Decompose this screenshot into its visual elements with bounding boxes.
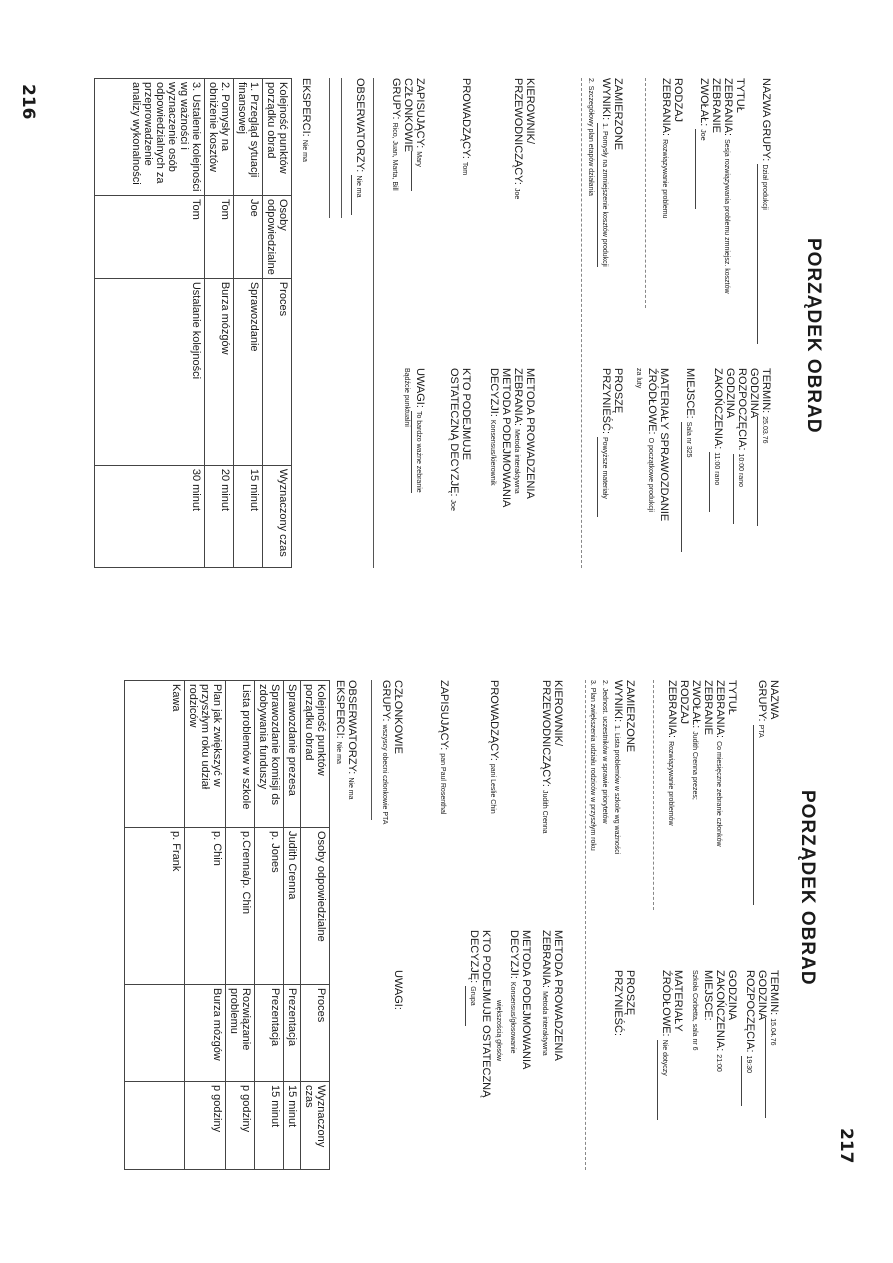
leader-label: KIEROWNIK/ — [524, 78, 536, 145]
facilitator-value: pani Leslie Chin — [489, 763, 496, 814]
table-cell: Kawa — [125, 681, 185, 828]
method-row — [510, 368, 524, 494]
title-label: TYTUŁ — [726, 680, 738, 715]
table-cell: Plan jak zwiększyć w przyszłym roku udział rodziców — [185, 681, 226, 828]
notes-value-2: Bądźcie punktualni — [403, 368, 410, 427]
label: ZWOŁAŁ: — [698, 78, 710, 127]
members-label: CZŁONKOWIE — [392, 680, 404, 754]
label: EKSPERCI: — [334, 680, 346, 739]
purpose-label: ZAMIERZONE — [624, 680, 636, 753]
label: ZEBRANIA: — [666, 680, 678, 739]
label: DECYZJĘ: — [468, 930, 480, 984]
table-row — [125, 681, 185, 1170]
who-decides-row — [446, 368, 460, 511]
type-label: RODZAJ — [672, 78, 684, 122]
table-row — [284, 681, 301, 1170]
time-end-row — [709, 368, 724, 512]
meeting-value: Sesja rozwiązywania problemu zmniejsz. kosztów — [723, 139, 730, 294]
page-title: PORZĄDEK OBRAD — [797, 790, 818, 986]
results-row — [597, 78, 612, 267]
table-cell: 3. Ustalenie kolejności wg ważności i wyznaczenie osób odpowiedzialnych za przeprowadzenie analizy wykonalności — [95, 79, 205, 196]
label: NAZWA GRUPY: — [760, 78, 772, 162]
table-cell: Tom — [95, 196, 205, 279]
group-name-value: PTA — [753, 725, 766, 905]
table-row — [95, 79, 205, 568]
table-header-row — [301, 681, 330, 1170]
label: ZWOŁAŁ: — [690, 680, 702, 729]
table-row — [234, 79, 263, 568]
recorder-row — [436, 680, 450, 814]
table-cell: 15 minut — [255, 1082, 284, 1170]
label: UWAGI: — [414, 368, 426, 408]
table-cell — [125, 985, 185, 1082]
agenda-form-left — [80, 78, 832, 568]
label: PROWADZĄCY: — [460, 78, 472, 159]
decision-value: Konsensus/głosowanie — [509, 981, 516, 1054]
label: ZAKOŃCZENIA: — [714, 970, 726, 1052]
bring-label: PROSZĘ — [624, 970, 636, 1016]
facilitator-row — [486, 680, 500, 814]
who-decides-row — [465, 930, 480, 1026]
agenda-form-right — [60, 680, 822, 1170]
table-header: Osoby odpowiedzialne — [301, 828, 330, 985]
table-cell: 20 minut — [205, 465, 234, 567]
time-start-label: GODZINA — [756, 970, 768, 1021]
label: ZAPISUJĄCY: — [438, 680, 450, 751]
who-decides-label: KTO PODEJMUJE OSTATECZNĄ — [480, 930, 492, 1098]
decision-row — [486, 368, 500, 486]
notes-label: UWAGI: — [392, 970, 404, 1010]
date-value: 25.03.76 — [757, 416, 770, 526]
label: EKSPERCI: — [300, 78, 312, 137]
chairman-value: Joe — [513, 187, 520, 200]
agenda-table — [94, 78, 292, 568]
table-cell: p. Frank — [125, 828, 185, 985]
group-name-value: Dział produkcji — [757, 164, 770, 344]
group-name-row — [753, 680, 768, 905]
decision-row — [506, 930, 520, 1054]
who-decides-label: KTO PODEJMUJE — [460, 368, 472, 461]
label: DECYZJI: — [488, 368, 500, 417]
label: ROZPOCZĘCIA: — [736, 368, 748, 451]
table-row — [205, 79, 234, 568]
experts-row — [298, 78, 312, 162]
bring-label-2: PRZYNIEŚĆ: — [612, 970, 624, 1037]
observers-value: Nie ma — [347, 777, 354, 800]
table-row — [226, 681, 255, 1170]
observers-row — [351, 78, 366, 215]
label: GRUPY: — [380, 680, 392, 722]
type-row — [658, 78, 672, 218]
method-value: Metoda interaktywna — [513, 429, 520, 494]
table-cell: p. Jones — [255, 828, 284, 985]
table-cell: Burza mózgów — [185, 985, 226, 1082]
chairman-row — [538, 680, 552, 834]
page-number-left: 216 — [18, 84, 38, 120]
label: ŹRÓDŁOWE: — [646, 368, 658, 435]
label: ZAPISUJĄCY: — [414, 78, 426, 149]
table-header: Kolejność punktów porządku obrad — [301, 681, 330, 828]
table-cell: Rozwiązanie problemu — [226, 985, 255, 1082]
results-value-2: 2. Szczegółowy plan etapów działania — [587, 78, 594, 196]
label: ZAKOŃCZENIA: — [712, 368, 724, 450]
members-label: CZŁONKOWIE — [402, 78, 414, 152]
page-number-right: 217 — [836, 1128, 856, 1164]
date-value: 15.04.76 — [765, 1018, 778, 1118]
label: WYNIKI: — [612, 680, 624, 723]
table-cell: Burza mózgów — [205, 278, 234, 465]
time-end-label: GODZINA — [726, 970, 738, 1021]
table-cell: 1. Przegląd sytuacji finansowej — [234, 79, 263, 196]
who-decides-value: Joe — [449, 499, 456, 511]
table-cell: Judith Crenna — [284, 828, 301, 985]
label: TERMIN: — [768, 970, 780, 1016]
decision-value: Konsensus/kierownik — [489, 419, 496, 486]
label: DECYZJI: — [508, 930, 520, 979]
title-label: TYTUŁ — [734, 78, 746, 113]
label: ŹRÓDŁOWE: — [660, 970, 672, 1037]
chairman-row — [510, 78, 524, 199]
label: ZEBRANIA: — [512, 368, 524, 427]
table-cell: Tom — [205, 196, 234, 279]
observers-value: Nie ma — [351, 175, 364, 215]
results-row — [610, 680, 624, 854]
chairman-value: Judith Crenna — [541, 789, 548, 834]
table-cell: p.Crenna/p. Chin — [226, 828, 255, 985]
table-cell: 15 minut — [284, 1082, 301, 1170]
purpose-label: ZAMIERZONE — [612, 78, 624, 151]
table-cell: Joe — [234, 196, 263, 279]
leader-label: KIEROWNIK/ — [552, 680, 564, 747]
place-label: MIEJSCE: — [702, 970, 714, 1021]
materials-label: MATERIAŁY — [672, 970, 684, 1032]
members-row — [388, 78, 402, 191]
label: OBSERWATORZY: — [354, 78, 366, 173]
label: TERMIN: — [760, 368, 772, 414]
method-row — [538, 930, 552, 1056]
table-cell: 15 minut — [234, 465, 263, 567]
time-start-value: 19:30 — [741, 1056, 754, 1106]
table-cell: Sprawozdanie prezesa — [284, 681, 301, 828]
label: PROWADZĄCY: — [488, 680, 500, 761]
table-cell: 30 minut — [95, 465, 205, 567]
members-value: wszyscy obecni członkowie PTA — [381, 724, 388, 825]
label: PRZEWODNICZĄCY: — [512, 78, 524, 185]
members-row — [378, 680, 392, 824]
table-cell — [125, 1082, 185, 1170]
label: GRUPY: — [390, 78, 402, 120]
label: ZEBRANIA: — [722, 78, 734, 137]
label: GRUPY: — [756, 680, 768, 722]
time-end-label: GODZINA — [724, 368, 736, 419]
facilitator-value: Tom — [461, 161, 468, 176]
label: PRZYNIEŚĆ: — [600, 368, 612, 435]
recorder-value: Mary — [411, 151, 424, 191]
meeting-value: Co miesięczne zebranie członków — [715, 741, 722, 847]
time-end-value: 11:00 rano — [709, 452, 722, 512]
type-label: RODZAJ — [678, 680, 690, 724]
who-decides-value: Grupa — [465, 986, 478, 1026]
label: PRZEWODNICZĄCY: — [540, 680, 552, 787]
table-header: Wyznaczony czas — [263, 465, 292, 567]
table-header: Wyznaczony czas — [301, 1082, 330, 1170]
label: ZEBRANIA: — [660, 78, 672, 137]
type-value: Rozwiązywanie problemów — [667, 741, 674, 826]
meeting-called-label: ZEBRANIE — [702, 680, 714, 736]
table-cell: p godziny — [185, 1082, 226, 1170]
meeting-row — [720, 78, 734, 294]
called-by-row — [688, 680, 702, 800]
label: ZEBRANIA: — [714, 680, 726, 739]
table-header: Proces — [301, 985, 330, 1082]
bring-value: Powyższe materiały — [597, 437, 610, 517]
place-row — [681, 368, 696, 552]
results-value-1: 1. Lista problemów w szkole wg ważności — [613, 725, 620, 855]
materials-value: O początkowe produkcji — [647, 437, 654, 512]
table-header: Kolejność punktów porządku obrad — [263, 79, 292, 196]
experts-value: Nie ma — [301, 139, 308, 162]
place-value: Szkoła Corbetta, sala nr 6 — [691, 970, 698, 1051]
group-name-row — [757, 78, 772, 344]
materials-value: Nie dotyczy — [657, 1040, 670, 1120]
members-value: Rico, Juan, Marta, Bill — [391, 122, 398, 191]
page-title: PORZĄDEK OBRAD — [803, 238, 824, 434]
time-end-row — [712, 970, 726, 1072]
table-cell: Ustalanie kolejności — [95, 278, 205, 465]
table-header-row — [263, 79, 292, 568]
observers-row — [344, 680, 358, 800]
label: ZEBRANIA: — [540, 930, 552, 989]
notes-row — [411, 368, 426, 493]
table-cell: Prezentacja — [284, 985, 301, 1082]
method-value: Metoda interaktywna — [541, 991, 548, 1056]
label: OBSERWATORZY: — [346, 680, 358, 775]
time-start-value: 10:00 rano — [733, 454, 746, 524]
table-cell: Lista problemów w szkole — [226, 681, 255, 828]
meeting-row — [712, 680, 726, 847]
table-cell: 2. Pomysły na obniżenie kosztów — [205, 79, 234, 196]
table-cell: Sprawozdanie — [234, 278, 263, 465]
materials-row — [657, 970, 672, 1120]
table-header: Proces — [263, 278, 292, 465]
type-row — [664, 680, 678, 826]
bring-label: PROSZĘ — [612, 368, 624, 414]
table-row — [255, 681, 284, 1170]
table-header: Osoby odpowiedzialne — [263, 196, 292, 279]
materials-label: MATERIAŁY SPRAWOZDANIE — [658, 368, 670, 522]
place-value: Sala nr 325 — [681, 422, 694, 552]
method-label: METODA PROWADZENIA — [552, 930, 564, 1061]
method-label: METODA PROWADZENIA — [524, 368, 536, 499]
table-cell: p godziny — [226, 1082, 255, 1170]
recorder-value: pan Paul Rosenthal — [439, 753, 446, 815]
label: ROZPOCZĘCIA: — [744, 970, 756, 1053]
type-value: Rozwiązywanie problemu — [661, 139, 668, 219]
label: WYNIKI: — [600, 78, 612, 121]
materials-value-2: za luty — [635, 368, 642, 389]
table-row — [185, 681, 226, 1170]
label: MIEJSCE: — [684, 368, 696, 419]
time-end-value: 21:00 — [715, 1054, 722, 1072]
results-value-2: 2. Jednost. uczestników w sprawie priorytetów — [601, 680, 608, 824]
materials-row — [644, 368, 658, 512]
results-value-1: 1. Pomysły na zmniejszenie kosztów produkcji — [597, 123, 610, 267]
bring-row — [597, 368, 612, 517]
decision-label: METODA PODEJMOWANIA — [520, 930, 532, 1070]
table-cell: Sprawozdanie komisji ds zdobywania funduszy — [255, 681, 284, 828]
agenda-table — [124, 680, 330, 1170]
experts-row — [332, 680, 346, 764]
called-by-value: Joe — [695, 129, 708, 209]
table-cell: Prezentacja — [255, 985, 284, 1082]
notes-value-1: To bardzo ważne zebranie — [411, 411, 424, 493]
time-start-row — [741, 970, 756, 1106]
group-name-label: NAZWA — [768, 680, 780, 720]
facilitator-row — [458, 78, 472, 175]
called-by-value: Judith Crenna prezes; — [691, 731, 698, 800]
called-by-row — [695, 78, 710, 209]
decision-note: większością głosów — [495, 1000, 502, 1062]
table-cell: p. Chin — [185, 828, 226, 985]
label: OSTATECZNĄ DECYZJĘ: — [448, 368, 460, 497]
decision-label: METODA PODEJMOWANIA — [500, 368, 512, 508]
time-start-label: GODZINA — [748, 368, 760, 419]
results-value-3: 3. Plan zwiększenia udziału rodziców w przyszłym roku — [589, 680, 596, 851]
meeting-called-label: ZEBRANIE — [710, 78, 722, 134]
experts-value: Nie ma — [335, 741, 342, 764]
